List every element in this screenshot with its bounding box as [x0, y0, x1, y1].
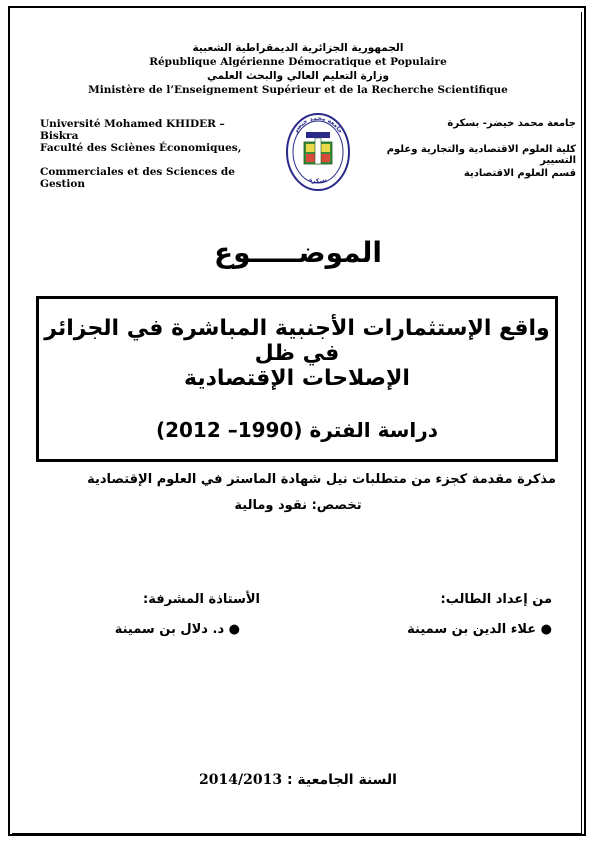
academic-year-value: 2014/2013 — [199, 772, 283, 788]
faculty-name-fr-1: Faculté des Sciènes Économiques, — [40, 142, 242, 154]
student-label: من إعداد الطالب: — [440, 592, 552, 607]
supervisor-name-item — [40, 622, 240, 637]
memo-description: مذكرة مقدمة كجزء من متطلبات نيل شهادة الماستر في العلوم الإقتصادية — [87, 472, 556, 487]
republic-arabic: الجمهورية الجزائرية الديمقراطية الشعبية — [192, 42, 404, 54]
thesis-title-line-2: الإصلاحات الإقتصادية — [184, 366, 410, 391]
academic-year — [0, 772, 596, 788]
bullet-icon: ● — [224, 622, 240, 637]
university-logo — [284, 108, 352, 192]
faculty-name-ar: كلية العلوم الاقتصادية والتجارية وعلوم التسيير — [386, 144, 576, 166]
supervisor-label: الأستاذة المشرفة: — [143, 592, 260, 607]
university-name-fr: Université Mohamed KHIDER –Biskra — [40, 118, 225, 142]
thesis-study-period: دراسة الفترة (1990– 2012) — [155, 418, 439, 442]
ministry-arabic: وزارة التعليم العالي والبحث العلمي — [206, 70, 390, 82]
ministry-french: Ministère de l’Enseignement Supérieur et de la Recherche Scientifique — [88, 84, 508, 96]
faculty-name-fr-2: Commerciales et des Sciences de Gestion — [40, 166, 235, 190]
specialization: تخصص: نقود ومالية — [234, 498, 362, 513]
student-name: علاء الدين بن سمينة — [407, 622, 537, 637]
student-name-item — [352, 622, 552, 637]
department-name-ar: قسم العلوم الاقتصادية — [463, 168, 576, 179]
academic-year-label: السنة الجامعية : — [286, 772, 397, 788]
supervisor-name: د. دلال بن سمينة — [114, 622, 225, 637]
thesis-title-line-1: واقع الإستثمارات الأجنبية المباشرة في الجزائر في ظل — [44, 316, 550, 366]
logo-top-text: جامعة محمد خيضر — [291, 114, 345, 135]
university-name-ar: جامعة محمد خيضر- بسكرة — [447, 118, 576, 129]
republic-french: République Algérienne Démocratique et Populaire — [149, 56, 447, 68]
logo-bottom-text: بسكرة — [307, 176, 329, 185]
bullet-icon: ● — [536, 622, 552, 637]
topic-heading: الموضـــــوع — [213, 236, 383, 269]
